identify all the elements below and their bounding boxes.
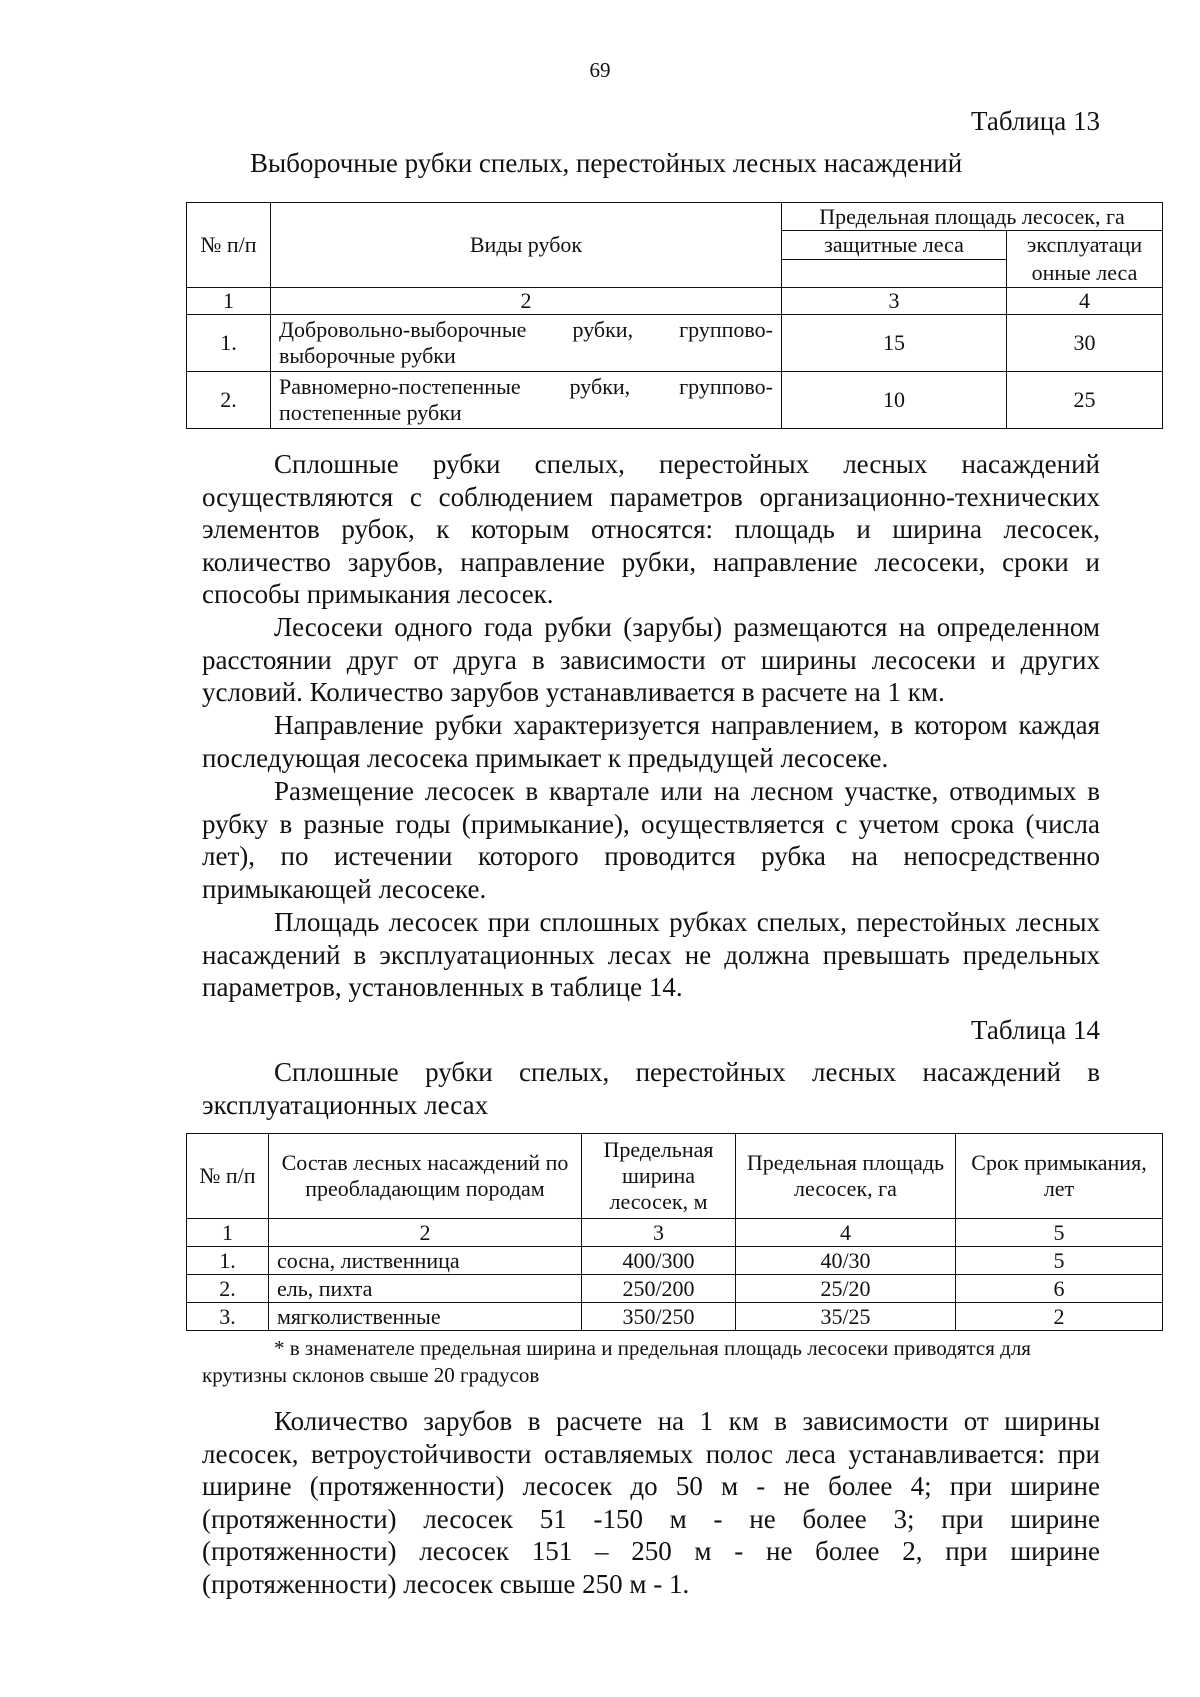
table13-colnum: 2 <box>271 288 782 315</box>
table14-cell-num: 3. <box>187 1303 269 1331</box>
table-row <box>187 1275 1163 1303</box>
table13-header-type: Виды рубок <box>271 203 782 288</box>
paragraph-text: Площадь лесосек при сплошных рубках спелых, перестойных лесных насаждений в эксплуатационных лесах не должна превышать предельных параметров, установленных в таблице 14. <box>202 907 1100 1003</box>
table13-header-num: № п/п <box>187 203 271 288</box>
table14-header-num: № п/п <box>187 1134 269 1219</box>
paragraph <box>202 448 1100 611</box>
table14-cell-composition: мягколиственные <box>269 1303 582 1331</box>
table14-cell-area: 35/25 <box>736 1303 956 1331</box>
table13-cell-type: Равномерно-постепенные рубки, группово-постепенные рубки <box>271 372 782 429</box>
table14-colnum: 4 <box>736 1219 956 1247</box>
paragraph <box>202 906 1100 1004</box>
table14-colnum: 1 <box>187 1219 269 1247</box>
paragraph-text: Направление рубки характеризуется направлением, в котором каждая последующая лесосека примыкает к предыдущей лесосеке. <box>202 710 1100 773</box>
table14-header-width: Предельная ширина лесосек, м <box>582 1134 736 1219</box>
table13-cell-exploitation: 30 <box>1007 315 1163 372</box>
table13 <box>186 202 1163 429</box>
table14-cell-composition: сосна, лиственница <box>269 1247 582 1275</box>
table14 <box>186 1133 1163 1331</box>
table14-footnote <box>202 1335 1100 1389</box>
paragraph <box>202 709 1100 774</box>
paragraph-text: Размещение лесосек в квартале или на лесном участке, отводимых в рубку в разные годы (примыкание), осуществляется с учетом срока (числа лет), по истечении которого проводится рубка на непосредственно примыкающей лесосеке. <box>202 776 1100 904</box>
table13-label: Таблица 13 <box>971 106 1100 136</box>
paragraph-text: Сплошные рубки спелых, перестойных лесных насаждений осуществляются с соблюдением параметров организационно-технических элементов рубок, к которым относятся: площадь и ширина лесосек, количество зарубов, направление рубки, направление лесосеки, сроки и способы примыкания лесосек. <box>202 449 1100 610</box>
paragraph <box>202 611 1100 709</box>
table14-cell-width: 350/250 <box>582 1303 736 1331</box>
table14-header-term: Срок примыкания, лет <box>956 1134 1163 1219</box>
table14-colnum: 3 <box>582 1219 736 1247</box>
table-row <box>187 315 1163 372</box>
paragraph <box>202 775 1100 905</box>
table14-cell-term: 6 <box>956 1275 1163 1303</box>
table13-cell-protective: 15 <box>782 315 1007 372</box>
table13-cell-num: 2. <box>187 372 271 429</box>
table-row <box>187 372 1163 429</box>
table14-cell-term: 5 <box>956 1247 1163 1275</box>
table14-header-composition: Состав лесных насаждений по преобладающим породам <box>269 1134 582 1219</box>
table14-title-text: Сплошные рубки спелых, перестойных лесных насаждений в эксплуатационных лесах <box>202 1057 1100 1120</box>
table13-cell-num: 1. <box>187 315 271 372</box>
table14-cell-num: 1. <box>187 1247 269 1275</box>
table14-cell-composition: ель, пихта <box>269 1275 582 1303</box>
table14-cell-width: 400/300 <box>582 1247 736 1275</box>
table13-header-protective: защитные леса <box>782 231 1007 260</box>
table13-header-area-group: Предельная площадь лесосек, га <box>782 203 1163 231</box>
footnote-text: * в знаменателе предельная ширина и предельная площадь лесосеки приводятся для крутизны склонов свыше 20 градусов <box>202 1336 1031 1387</box>
table13-colnum: 1 <box>187 288 271 315</box>
paragraph-text: Количество зарубов в расчете на 1 км в зависимости от ширины лесосек, ветроустойчивости оставляемых полос леса устанавливается: при ширине (протяженности) лесосек до 50 м - не более 4; при ширине (протяженности) лесосек 51 -150 м - не более 3; при ширине (протяженности) лесосек 151 – 250 м - не более 2, при ширине (протяженности) лесосек свыше 250 м - 1. <box>202 1406 1100 1599</box>
page-number: 69 <box>589 58 611 82</box>
table13-colnum: 3 <box>782 288 1007 315</box>
table14-cell-area: 25/20 <box>736 1275 956 1303</box>
table14-cell-num: 2. <box>187 1275 269 1303</box>
table14-cell-area: 40/30 <box>736 1247 956 1275</box>
table14-label: Таблица 14 <box>971 1015 1100 1045</box>
table13-cell-type: Добровольно-выборочные рубки, группово-выборочные рубки <box>271 315 782 372</box>
table14-title <box>202 1056 1100 1121</box>
table13-title: Выборочные рубки спелых, перестойных лесных насаждений <box>250 148 963 178</box>
table13-header-exploitation: эксплуатаци онные леса <box>1007 231 1163 288</box>
table-row <box>187 1303 1163 1331</box>
paragraph <box>202 1405 1100 1601</box>
table14-cell-width: 250/200 <box>582 1275 736 1303</box>
table-row <box>187 1247 1163 1275</box>
paragraph-text: Лесосеки одного года рубки (зарубы) размещаются на определенном расстоянии друг от друга в зависимости от ширины лесосеки и других условий. Количество зарубов устанавливается в расчете на 1 км. <box>202 612 1100 708</box>
table13-cell-exploitation: 25 <box>1007 372 1163 429</box>
table13-colnum: 4 <box>1007 288 1163 315</box>
table13-cell-protective: 10 <box>782 372 1007 429</box>
table14-cell-term: 2 <box>956 1303 1163 1331</box>
table14-header-area: Предельная площадь лесосек, га <box>736 1134 956 1219</box>
table14-colnum: 2 <box>269 1219 582 1247</box>
table14-colnum: 5 <box>956 1219 1163 1247</box>
